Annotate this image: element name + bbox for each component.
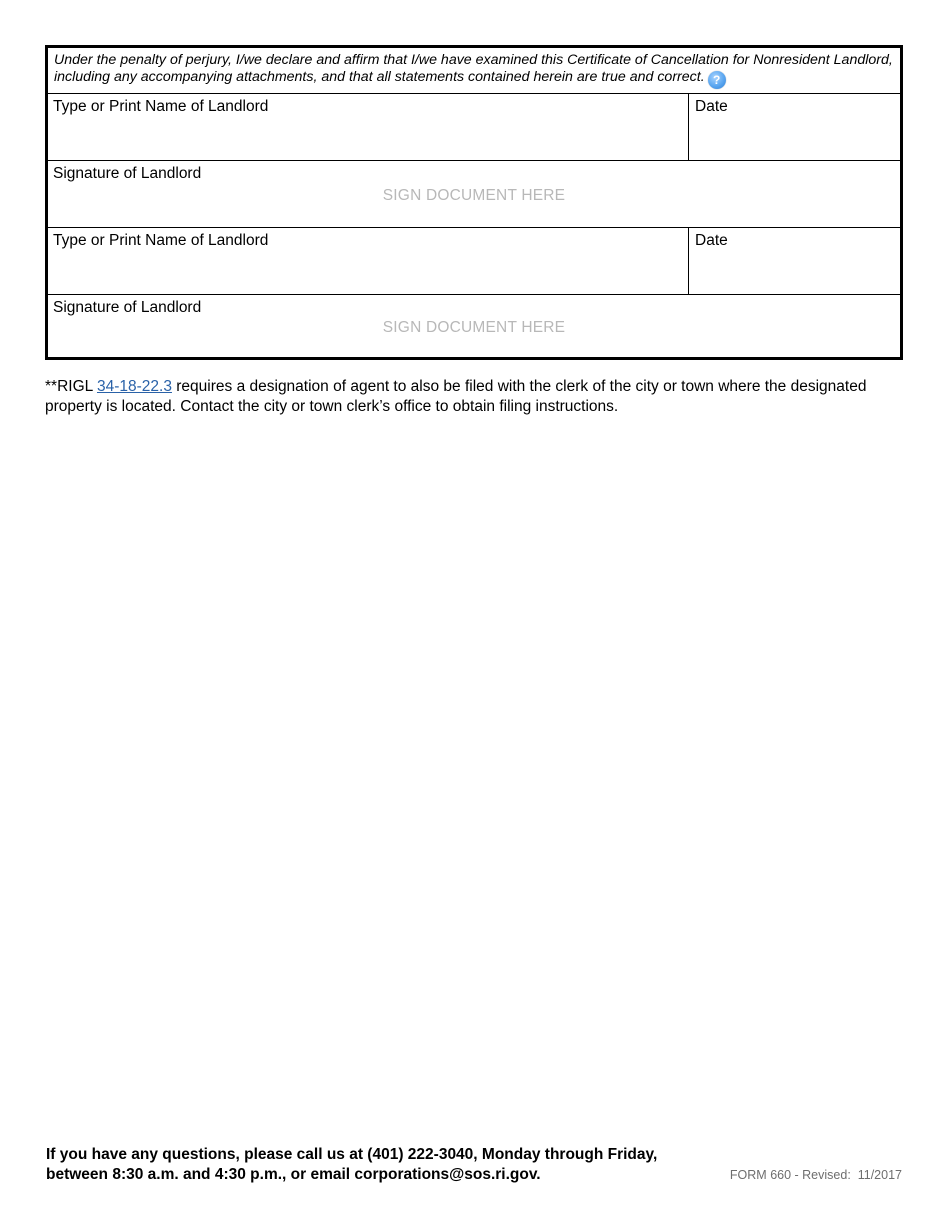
signature-label-1: Signature of Landlord xyxy=(53,165,202,182)
landlord-name-field-1[interactable] xyxy=(48,94,689,160)
contact-line-1: If you have any questions, please call us at (401) 222-3040, Monday through Friday, xyxy=(46,1146,658,1163)
signature-label-2: Signature of Landlord xyxy=(53,299,202,316)
form-revision-label: FORM 660 - Revised: 11/2017 xyxy=(729,1168,902,1182)
signature-form xyxy=(45,45,903,360)
note-suffix: requires a designation of agent to also be filed with the clerk of the city or town where the designated property is located. Contact the city or town clerk’s office to obtain filing instructions. xyxy=(45,378,867,415)
declaration-text: Under the penalty of perjury, I/we declare and affirm that I/we have examined this Certificate of Cancellation for Nonresident Landlord, including any accompanying attachments, and that all statements contained herein are true and correct. xyxy=(54,52,893,85)
landlord-signature-row-2 xyxy=(48,295,900,357)
contact-line-2: between 8:30 a.m. and 4:30 p.m., or email corporations@sos.ri.gov. xyxy=(46,1165,541,1183)
note-prefix: **RIGL xyxy=(45,378,97,395)
sign-document-field-2[interactable]: SIGN DOCUMENT HERE xyxy=(382,319,566,336)
landlord-name-row-2 xyxy=(48,228,900,295)
landlord-name-field-2[interactable] xyxy=(48,228,689,294)
date-label-1: Date xyxy=(695,98,728,115)
perjury-declaration xyxy=(48,48,900,94)
rigl-statute-link[interactable]: 34-18-22.3 xyxy=(96,378,172,395)
date-field-1[interactable] xyxy=(689,94,900,160)
date-field-2[interactable] xyxy=(689,228,900,294)
landlord-name-label-1: Type or Print Name of Landlord xyxy=(53,98,269,115)
landlord-signature-row-1 xyxy=(48,161,900,228)
date-label-2: Date xyxy=(695,232,728,249)
help-icon[interactable]: ? xyxy=(708,71,726,89)
rigl-note xyxy=(45,377,905,416)
landlord-name-label-2: Type or Print Name of Landlord xyxy=(53,232,269,249)
sign-document-field-1[interactable]: SIGN DOCUMENT HERE xyxy=(382,187,566,204)
contact-info xyxy=(46,1145,726,1184)
landlord-name-row-1 xyxy=(48,94,900,161)
